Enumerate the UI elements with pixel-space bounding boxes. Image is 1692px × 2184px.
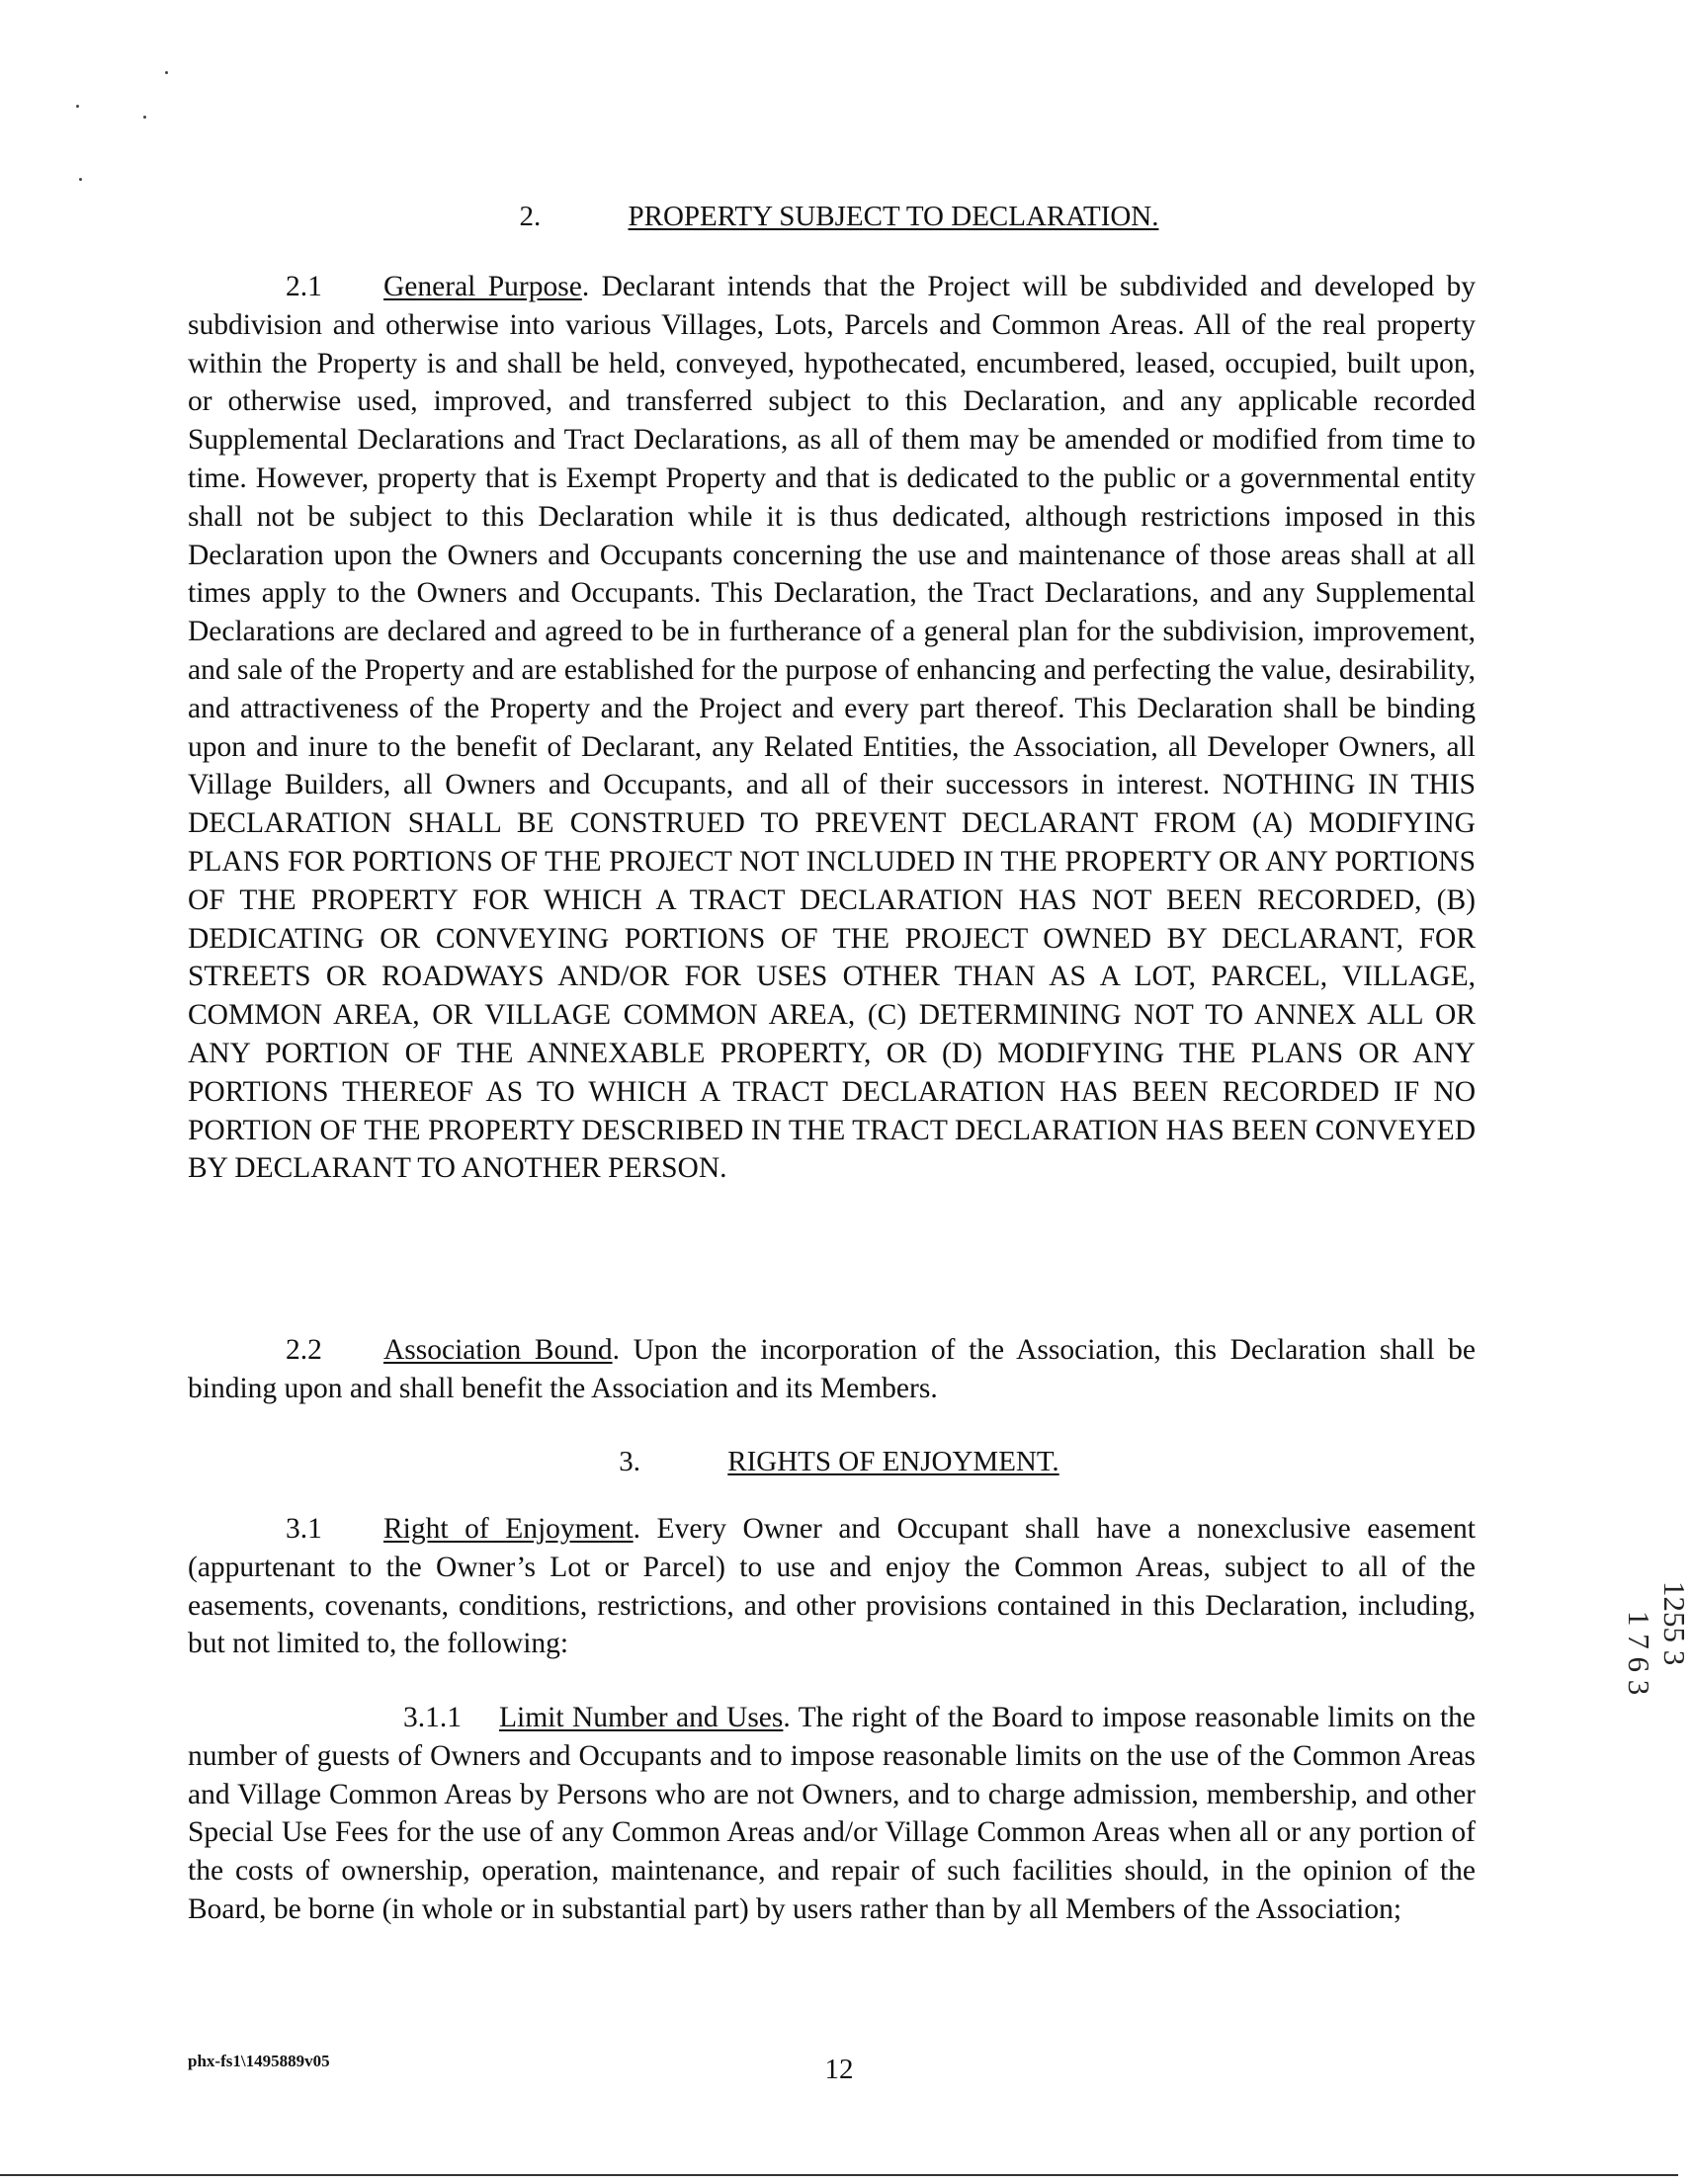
- paragraph-3-1-1: [188, 1699, 1476, 1929]
- scan-speck: [165, 71, 168, 74]
- recording-stamp-line-2: 1 7 6 3: [1622, 1611, 1656, 1696]
- scan-speck: [79, 178, 82, 181]
- paragraph-2-2-body: . Upon the incorporation of the Association, this Declaration shall be binding upon and shall benefit the Association and its Members.: [188, 1334, 1476, 1404]
- section-2-heading: [0, 198, 1678, 235]
- paragraph-3-1-1-body: . The right of the Board to impose reasonable limits on the number of guests of Owners and Occupants and to impose reasonable limits on the use of the Common Areas and Village Common Areas by Persons who are not Owners, and to charge admission, membership, and other Special Use Fees for the use of any Common Areas and/or Village Common Areas when all or any portion of the costs of ownership, operation, maintenance, and repair of such facilities should, in the opinion of the Board, be borne (in whole or in substantial part) by users rather than by all Members of the Association;: [188, 1702, 1476, 1925]
- paragraph-2-2-number: 2.2: [286, 1334, 322, 1366]
- paragraph-3-1-1-number: 3.1.1: [403, 1702, 462, 1733]
- recording-stamp-line-1: 1255 3: [1657, 1581, 1692, 1666]
- scan-speck: [143, 116, 146, 119]
- section-3-title: RIGHTS OF ENJOYMENT.: [727, 1446, 1059, 1477]
- section-2-title: PROPERTY SUBJECT TO DECLARATION.: [628, 201, 1159, 232]
- paragraph-2-2-label: Association Bound: [383, 1334, 613, 1366]
- document-id: phx-fs1\1495889v05: [188, 2052, 330, 2070]
- scan-speck: [76, 105, 79, 108]
- scan-bottom-edge: [0, 2174, 1678, 2176]
- paragraph-2-1-body: . Declarant intends that the Project will be subdivided and developed by subdivision and otherwise into various Villages, Lots, Parcels and Common Areas. All of the real property within the Property is and shall be held, conveyed, hypothecated, encumbered, leased, occupied, built upon, or otherwise used, improved, and transferred subject to this Declaration, and any applicable recorded Supplemental Declarations and Tract Declarations, as all of them may be amended or modified from time to time. However, property that is Exempt Property and that is dedicated to the public or a governmental entity shall not be subject to this Declaration while it is thus dedicated, although restrictions imposed in this Declaration upon the Owners and Occupants concerning the use and maintenance of those areas shall at all times apply to the Owners and Occupants. This Declaration, the Tract Declarations, and any Supplemental Declarations are declared and agreed to be in furtherance of a general plan for the subdivision, improvement, and sale of the Property and are established for the purpose of enhancing and perfecting the value, desirability, and attractiveness of the Property and the Project and every part thereof. This Declaration shall be binding upon and inure to the benefit of Declarant, any Related Entities, the Association, all Developer Owners, all Village Builders, all Owners and Occupants, and all of their successors in interest. NOTHING IN THIS DECLARATION SHALL BE CONSTRUED TO PREVENT DECLARANT FROM (A) MODIFYING PLANS FOR PORTIONS OF THE PROJECT NOT INCLUDED IN THE PROPERTY OR ANY PORTIONS OF THE PROPERTY FOR WHICH A TRACT DECLARATION HAS NOT BEEN RECORDED, (B) DEDICATING OR CONVEYING PORTIONS OF THE PROJECT OWNED BY DECLARANT, FOR STREETS OR ROADWAYS AND/OR FOR USES OTHER THAN AS A LOT, PARCEL, VILLAGE, COMMON AREA, OR VILLAGE COMMON AREA, (C) DETERMINING NOT TO ANNEX ALL OR ANY PORTION OF THE ANNEXABLE PROPERTY, OR (D) MODIFYING THE PLANS OR ANY PORTIONS THEREOF AS TO WHICH A TRACT DECLARATION HAS BEEN RECORDED IF NO PORTION OF THE PROPERTY DESCRIBED IN THE TRACT DECLARATION HAS BEEN CONVEYED BY DECLARANT TO ANOTHER PERSON.: [188, 271, 1476, 1185]
- section-3-heading: [0, 1443, 1678, 1480]
- page-number: 12: [824, 2054, 854, 2085]
- paragraph-3-1: [188, 1510, 1476, 1663]
- paragraph-2-1: [188, 268, 1476, 1188]
- paragraph-2-1-number: 2.1: [286, 271, 322, 302]
- paragraph-3-1-body: . Every Owner and Occupant shall have a nonexclusive easement (appurtenant to the Owner’s Lot or Parcel) to use and enjoy the Common Areas, subject to all of the easements, covenants, conditions, restrictions, and other provisions contained in this Declaration, including, but not limited to, the following:: [188, 1513, 1477, 1660]
- section-2-number: 2.: [519, 201, 542, 232]
- paragraph-3-1-label: Right of Enjoyment: [383, 1513, 634, 1545]
- paragraph-3-1-number: 3.1: [286, 1513, 322, 1545]
- recording-stamp: [1621, 1581, 1692, 1695]
- section-3-number: 3.: [619, 1446, 641, 1477]
- paragraph-2-1-label: General Purpose: [383, 271, 582, 302]
- paragraph-2-2: [188, 1331, 1476, 1408]
- paragraph-3-1-1-label: Limit Number and Uses: [499, 1702, 784, 1733]
